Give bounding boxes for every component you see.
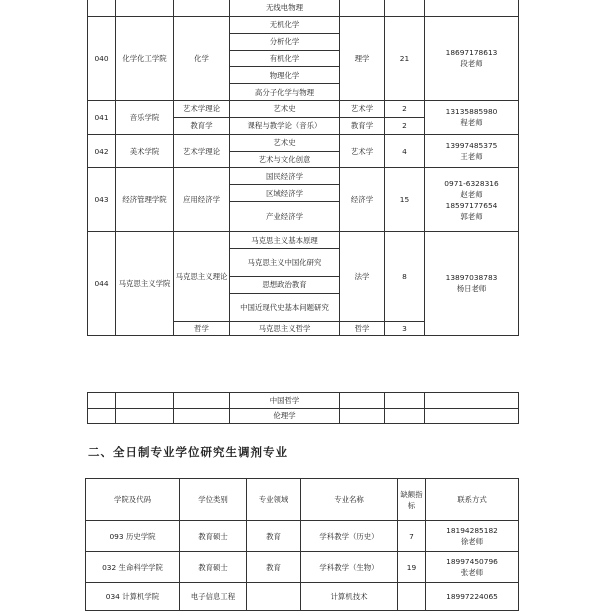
major-cell: 产业经济学 — [230, 202, 340, 232]
table-header-row — [86, 479, 519, 521]
contact-phone: 13997485375 — [445, 141, 498, 151]
college-code: 040 — [88, 16, 116, 100]
degree-type-cell: 电子信息工程 — [180, 583, 247, 611]
degree-type-cell: 教育硕士 — [180, 521, 247, 552]
major-cell: 艺术史 — [230, 101, 340, 118]
discipline-category: 化学 — [174, 16, 230, 100]
major-cell: 物理化学 — [230, 67, 340, 84]
column-header: 学院及代码 — [86, 479, 180, 521]
column-header: 专业名称 — [301, 479, 398, 521]
major-cell: 艺术史 — [230, 134, 340, 151]
college-cell: 034 计算机学院 — [86, 583, 180, 611]
contact-teacher: 王老师 — [460, 152, 483, 162]
table-row — [88, 0, 519, 16]
table-row — [88, 393, 519, 409]
contact-teacher: 杨日老师 — [456, 284, 487, 294]
contact-teacher: 张老师 — [460, 568, 484, 577]
vacancy-count: 2 — [385, 117, 425, 134]
vacancy-cell: 7 — [398, 521, 426, 552]
contact-phone: 13897038783 — [445, 273, 498, 283]
major-cell: 无线电物理 — [230, 0, 340, 16]
vacancy-count: 21 — [385, 16, 425, 100]
college-name: 经济管理学院 — [116, 168, 174, 232]
discipline-category: 哲学 — [174, 321, 230, 335]
professional-degree-table — [85, 478, 519, 611]
contact-cell — [425, 134, 519, 168]
adjustment-table-academic — [87, 0, 519, 336]
contact-cell — [426, 552, 519, 583]
college-code: 043 — [88, 168, 116, 232]
degree-type: 法学 — [340, 232, 385, 322]
college-cell: 032 生命科学学院 — [86, 552, 180, 583]
table-row — [86, 583, 519, 611]
college-name: 音乐学院 — [116, 101, 174, 135]
degree-type: 理学 — [340, 16, 385, 100]
vacancy-cell: 19 — [398, 552, 426, 583]
college-cell: 093 历史学院 — [86, 521, 180, 552]
contact-phone: 13135885980 — [445, 107, 498, 117]
degree-type: 艺术学 — [340, 101, 385, 118]
column-header: 专业领域 — [247, 479, 301, 521]
major-cell: 无机化学 — [230, 16, 340, 33]
contact-phone: 18194285182 — [446, 526, 498, 535]
major-cell: 马克思主义中国化研究 — [230, 248, 340, 276]
column-header: 联系方式 — [426, 479, 519, 521]
contact-phone: 0971-6328316 — [444, 178, 499, 188]
field-cell: 教育 — [247, 521, 301, 552]
major-cell: 马克思主义哲学 — [230, 321, 340, 335]
vacancy-count: 4 — [385, 134, 425, 168]
table-row — [88, 101, 519, 118]
college-code: 042 — [88, 134, 116, 168]
contact-phone: 18597177654 — [445, 200, 498, 210]
major-cell: 马克思主义基本原理 — [230, 232, 340, 249]
field-cell — [247, 583, 301, 611]
table-row — [88, 168, 519, 185]
major-cell: 国民经济学 — [230, 168, 340, 185]
contact-cell — [425, 168, 519, 232]
column-header: 缺额指标 — [398, 479, 426, 521]
degree-type: 艺术学 — [340, 134, 385, 168]
table-row — [88, 232, 519, 249]
discipline-category: 教育学 — [174, 117, 230, 134]
field-cell: 教育 — [247, 552, 301, 583]
discipline-category: 艺术学理论 — [174, 101, 230, 118]
vacancy-cell — [398, 583, 426, 611]
degree-type: 教育学 — [340, 117, 385, 134]
major-cell: 区域经济学 — [230, 185, 340, 202]
vacancy-count: 15 — [385, 168, 425, 232]
contact-teacher: 郭老师 — [460, 211, 483, 221]
major-name-cell: 学科教学（历史） — [301, 521, 398, 552]
contact-cell — [426, 583, 519, 611]
table-row — [86, 552, 519, 583]
table-row — [88, 16, 519, 33]
contact-teacher: 程老师 — [460, 118, 483, 128]
major-cell: 高分子化学与物理 — [230, 84, 340, 101]
degree-type: 哲学 — [340, 321, 385, 335]
major-cell: 伦理学 — [230, 408, 340, 424]
contact-teacher: 段老师 — [460, 59, 483, 69]
major-name-cell: 学科教学（生物） — [301, 552, 398, 583]
discipline-category: 应用经济学 — [174, 168, 230, 232]
vacancy-count: 2 — [385, 101, 425, 118]
contact-cell — [425, 16, 519, 100]
degree-type-cell: 教育硕士 — [180, 552, 247, 583]
major-name-cell: 计算机技术 — [301, 583, 398, 611]
college-name: 马克思主义学院 — [116, 232, 174, 336]
major-cell: 艺术与文化创意 — [230, 151, 340, 168]
college-code: 044 — [88, 232, 116, 336]
adjustment-table-continued — [87, 392, 519, 424]
contact-cell — [425, 101, 519, 135]
contact-phone: 18697178613 — [445, 48, 498, 58]
vacancy-count: 8 — [385, 232, 425, 322]
contact-phone: 18997450796 — [446, 557, 498, 566]
major-cell: 中国近现代史基本问题研究 — [230, 293, 340, 321]
column-header: 学位类别 — [180, 479, 247, 521]
contact-cell — [425, 232, 519, 336]
table-row — [88, 408, 519, 424]
vacancy-count: 3 — [385, 321, 425, 335]
contact-teacher: 赵老师 — [460, 189, 483, 199]
major-cell: 有机化学 — [230, 50, 340, 67]
table-row — [88, 134, 519, 151]
college-name: 美术学院 — [116, 134, 174, 168]
section-heading: 二、全日制专业学位研究生调剂专业 — [88, 445, 288, 459]
table-row — [86, 521, 519, 552]
college-name: 化学化工学院 — [116, 16, 174, 100]
major-cell: 中国哲学 — [230, 393, 340, 409]
discipline-category: 艺术学理论 — [174, 134, 230, 168]
major-cell: 思想政治教育 — [230, 276, 340, 293]
contact-phone: 18997224065 — [446, 592, 498, 601]
contact-cell — [426, 521, 519, 552]
contact-teacher: 徐老师 — [460, 537, 484, 546]
major-cell: 课程与教学论（音乐） — [230, 117, 340, 134]
major-cell: 分析化学 — [230, 33, 340, 50]
discipline-category: 马克思主义理论 — [174, 232, 230, 322]
degree-type: 经济学 — [340, 168, 385, 232]
college-code: 041 — [88, 101, 116, 135]
